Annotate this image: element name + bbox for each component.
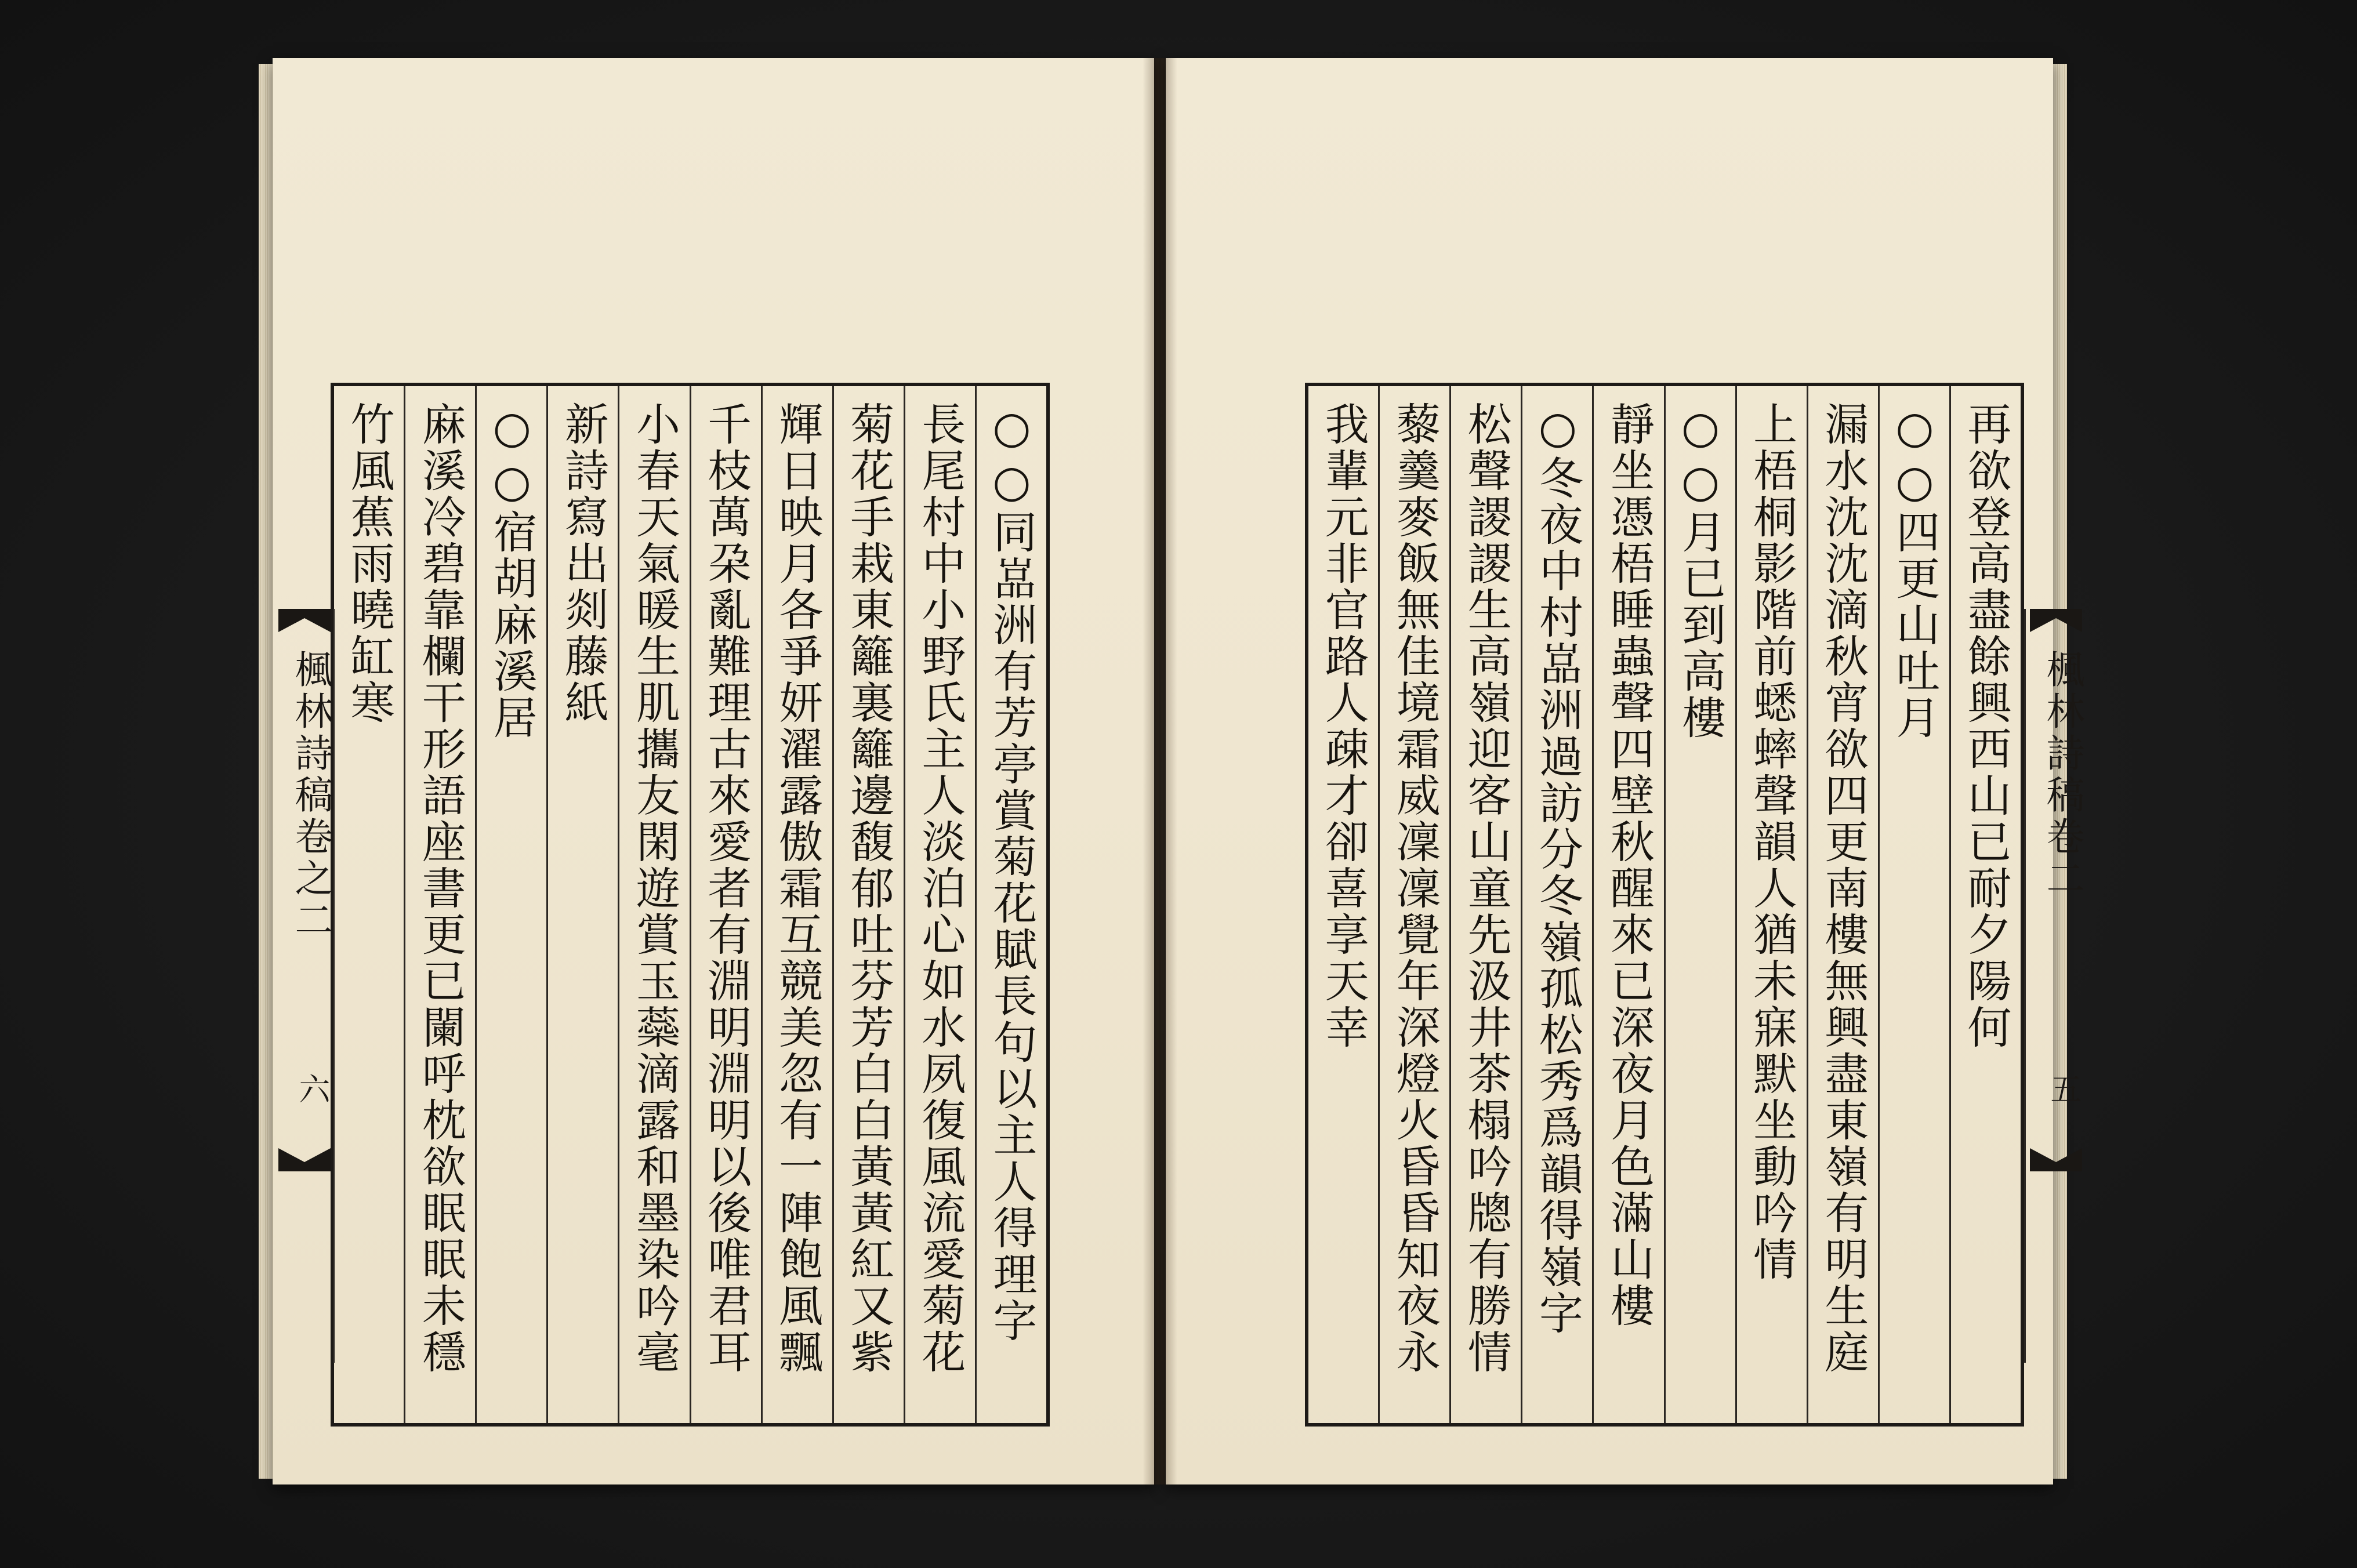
text-column: [475, 386, 546, 1423]
text-column: [1664, 386, 1735, 1423]
text-column: [690, 386, 761, 1423]
text-column: [1449, 386, 1521, 1423]
text-column: [404, 386, 475, 1423]
text-column: [1592, 386, 1663, 1423]
column-text: 藜羹麥飯無佳境霜威凜凜覺年深燈火昏昏知夜永: [1389, 401, 1441, 1375]
text-column: [1308, 386, 1378, 1423]
column-text: ○○月已到高樓: [1674, 401, 1727, 741]
banner-rule: [333, 609, 335, 1363]
right-text-frame: [1305, 383, 2024, 1427]
left-columns: [334, 386, 1046, 1423]
open-book: [273, 58, 2084, 1496]
column-text: ○○四更山吐月: [1888, 401, 1941, 741]
column-text: 千枝萬朶亂難理古來愛者有淵明淵明以後唯君耳: [700, 401, 752, 1375]
folio-number: 五: [2046, 1073, 2082, 1104]
column-text: 松聲謖謖生高嶺迎客山童先汲井茶榻吟牕有勝情: [1460, 401, 1513, 1375]
text-column: [1878, 386, 1949, 1423]
right-columns: [1308, 386, 2021, 1423]
column-text: 竹風蕉雨曉缸寒: [343, 401, 396, 726]
column-text: ○○宿胡麻溪居: [486, 401, 538, 741]
left-page-edges: [259, 64, 273, 1479]
text-column: [975, 386, 1046, 1423]
text-column: [618, 386, 689, 1423]
banner-rule: [2024, 609, 2026, 1363]
column-text: ○冬夜中村嵓洲過訪分冬嶺孤松秀爲韻得嶺字: [1532, 401, 1584, 1337]
fishtail-mark-icon: [278, 609, 331, 632]
column-text: 漏水沈沈滴秋宵欲四更南樓無興盡東嶺有明生庭: [1817, 401, 1869, 1375]
column-text: ○○同嵓洲有芳亭賞菊花賦長句以主人得理字: [985, 401, 1038, 1344]
column-text: 菊花手栽東籬裏籬邊馥郁吐芬芳白白黃黃紅又紫: [843, 401, 895, 1375]
column-text: 靜坐憑梧睡蟲聲四壁秋醒來已深夜月色滿山樓: [1603, 401, 1655, 1329]
folio-number: 六: [294, 1073, 331, 1104]
fishtail-mark-icon: [2030, 609, 2082, 632]
column-text: 長尾村中小野氏主人淡泊心如水夙復風流愛菊花: [914, 401, 966, 1375]
text-column: [832, 386, 904, 1423]
column-text: 麻溪冷碧靠欄干形語座書更已闌呼枕欲眠眠未穩: [415, 401, 467, 1375]
left-text-frame: [331, 383, 1050, 1427]
text-column: [1807, 386, 1878, 1423]
column-text: 我輩元非官路人疎才卻喜享天幸: [1318, 401, 1370, 1051]
text-column: [1735, 386, 1807, 1423]
text-column: [1378, 386, 1449, 1423]
left-page: [273, 58, 1154, 1484]
fishtail-mark-icon: [2030, 1148, 2082, 1171]
text-column: [334, 386, 404, 1423]
text-column: [761, 386, 832, 1423]
column-text: 新詩寫出剡藤紙: [557, 401, 610, 726]
right-center-banner: [2024, 609, 2088, 1363]
column-text: 再欲登高盡餘興西山已耐夕陽何: [1960, 401, 2012, 1051]
banner-title: 楓林詩稿卷之二: [288, 649, 333, 942]
text-column: [1949, 386, 2021, 1423]
column-text: 小春天氣暖生肌攜友閑遊賞玉蘂滴露和墨染吟毫: [629, 401, 681, 1375]
left-center-banner: [273, 609, 336, 1363]
book-gutter: [1143, 58, 1177, 1484]
banner-title: 楓林詩稿卷二: [2040, 649, 2084, 900]
column-text: 上梧桐影階前蟋蟀聲韻人猶未寐默坐動吟情: [1746, 401, 1798, 1283]
column-text: 輝日映月各爭妍濯露傲霜互競美忽有一陣飽風飄: [771, 401, 824, 1375]
fishtail-mark-icon: [278, 1148, 331, 1171]
text-column: [546, 386, 618, 1423]
text-column: [1521, 386, 1592, 1423]
text-column: [904, 386, 975, 1423]
